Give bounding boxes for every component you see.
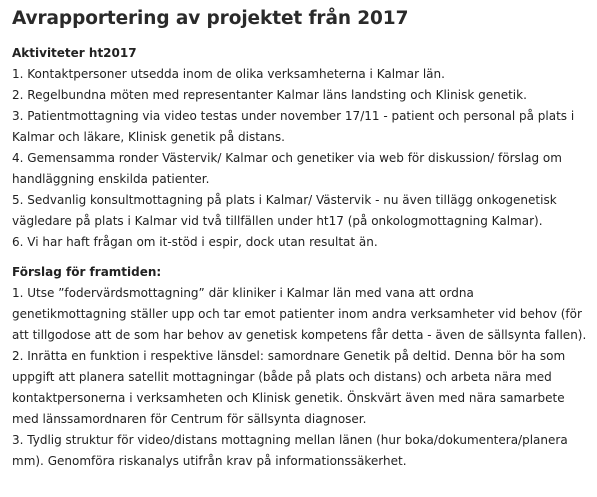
activity-item: 1. Kontaktpersoner utsedda inom de olika verksamheterna i Kalmar län. [12, 67, 445, 81]
future-heading: Förslag för framtiden: [12, 265, 162, 279]
activity-item: 2. Regelbundna möten med representanter Kalmar läns landsting och Klinisk genetik. [12, 88, 527, 102]
activity-item: 3. Patientmottagning via video testas under november 17/11 - patient och personal på plats i Kalmar och läkare, Klinisk genetik på distans. [12, 109, 575, 144]
proposal-item: 2. Inrätta en funktion i respektive länsdel: samordnare Genetik på deltid. Denna bör ha som uppgift att planera satellit mottagningar (både på plats och distans) och arbeta nära med kontaktpersonerna i verksamheten och Klinisk genetik. Önskvärt även med nära samarbete med länssamordnaren för Centrum för sällsynta diagnoser. [12, 349, 566, 426]
document [12, 7, 592, 481]
activity-item: 5. Sedvanlig konsultmottagning på plats i Kalmar/ Västervik - nu även tillägg onkogenetisk vägledare på plats i Kalmar vid två tillfällen under ht17 (på onkologmottagning Kalmar). [12, 193, 557, 228]
proposal-item: 3. Tydlig struktur för video/distans mottagning mellan länen (hur boka/dokumentera/planera mm). Genomföra riskanalys utifrån krav på informationssäkerhet. [12, 433, 568, 468]
activities-section [12, 43, 592, 253]
activity-item: 4. Gemensamma ronder Västervik/ Kalmar och genetiker via web för diskussion/ förslag om handläggning enskilda patienter. [12, 151, 562, 186]
page-title: Avrapportering av projektet från 2017 [12, 8, 409, 29]
activities-heading: Aktiviteter ht2017 [12, 46, 137, 60]
proposal-item: 1. Utse ”fodervärdsmottagning” där kliniker i Kalmar län med vana att ordna genetikmottagning ställer upp och tar emot patienter inom andra verksamheter vid behov (för att tillgodose att de som har behov av genetisk kompetens får detta - även de sällsynta fallen). [12, 286, 587, 342]
future-list [12, 283, 592, 472]
activities-list [12, 64, 592, 253]
future-section [12, 262, 592, 472]
activity-item: 6. Vi har haft frågan om it-stöd i espir, dock utan resultat än. [12, 235, 378, 249]
